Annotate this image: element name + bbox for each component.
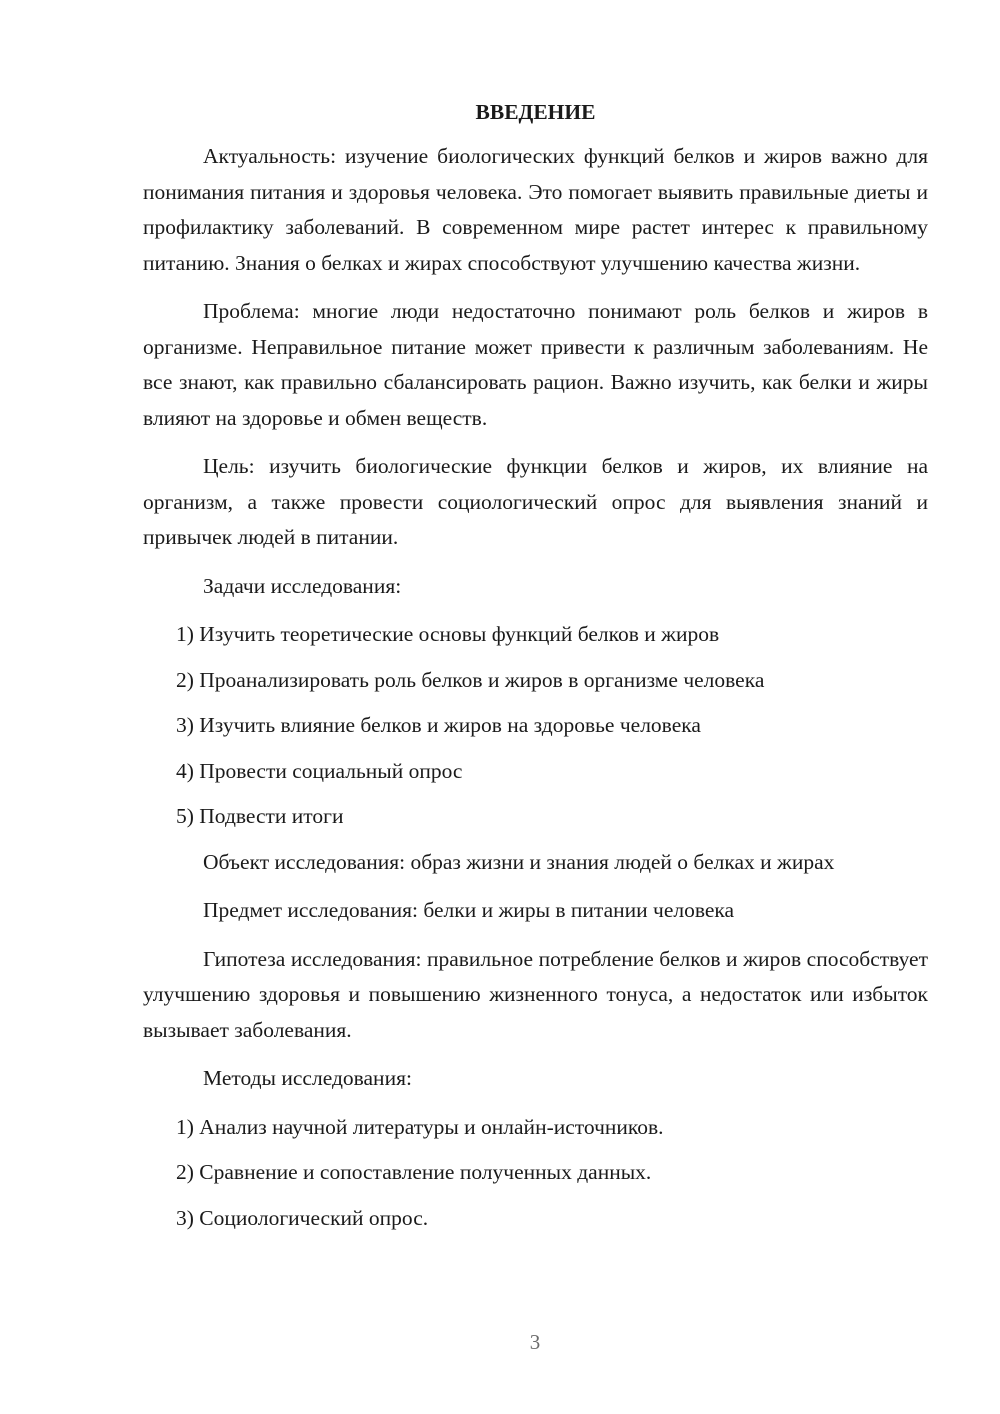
list-item: 4) Провести социальный опрос: [176, 758, 463, 783]
list-item: 1) Анализ научной литературы и онлайн-источников.: [176, 1114, 664, 1139]
list-item: 2) Сравнение и сопоставление полученных данных.: [176, 1160, 652, 1184]
methods-label: Методы исследования:: [203, 1066, 412, 1090]
tasks-list: [143, 617, 928, 835]
subject-paragraph: Предмет исследования: белки и жиры в питании человека: [203, 898, 735, 922]
list-item: 3) Изучить влияние белков и жиров на здоровье человека: [176, 713, 701, 737]
methods-list: [143, 1110, 928, 1237]
page-number: 3: [529, 1330, 541, 1354]
list-item: 2) Проанализировать роль белков и жиров в организме человека: [176, 667, 765, 692]
hypothesis-paragraph: Гипотеза исследования: правильное потребление белков и жиров способствует улучшению здоровья и повышению жизненного тонуса, а недостаток или избыток вызывает заболевания.: [143, 946, 928, 1042]
problem-paragraph: Проблема: многие люди недостаточно понимают роль белков и жиров в организме. Неправильное питание может привести к различным заболеваниям. Не все знают, как правильно сбалансировать рацион. Важно изучить, как белки и жиры влияют на здоровье и обмен веществ.: [143, 299, 928, 430]
list-item: 3) Социологический опрос.: [176, 1205, 429, 1230]
section-heading: ВВЕДЕНИЕ: [475, 100, 596, 124]
relevance-paragraph: Актуальность: изучение биологических функций белков и жиров важно для понимания питания и здоровья человека. Это помогает выявить правильные диеты и профилактику заболеваний. В современном мире растет интерес к правильному питанию. Знания о белках и жирах способствуют улучшению качества жизни.: [143, 144, 928, 275]
list-item: 1) Изучить теоретические основы функций белков и жиров: [176, 622, 720, 646]
list-item: 5) Подвести итоги: [176, 804, 344, 828]
document-page: [143, 96, 928, 1246]
goal-paragraph: Цель: изучить биологические функции белков и жиров, их влияние на организм, а также провести социологический опрос для выявления знаний и привычек людей в питании.: [143, 454, 928, 549]
object-paragraph: Объект исследования: образ жизни и знания людей о белках и жирах: [203, 849, 835, 874]
tasks-label: Задачи исследования:: [203, 573, 402, 598]
